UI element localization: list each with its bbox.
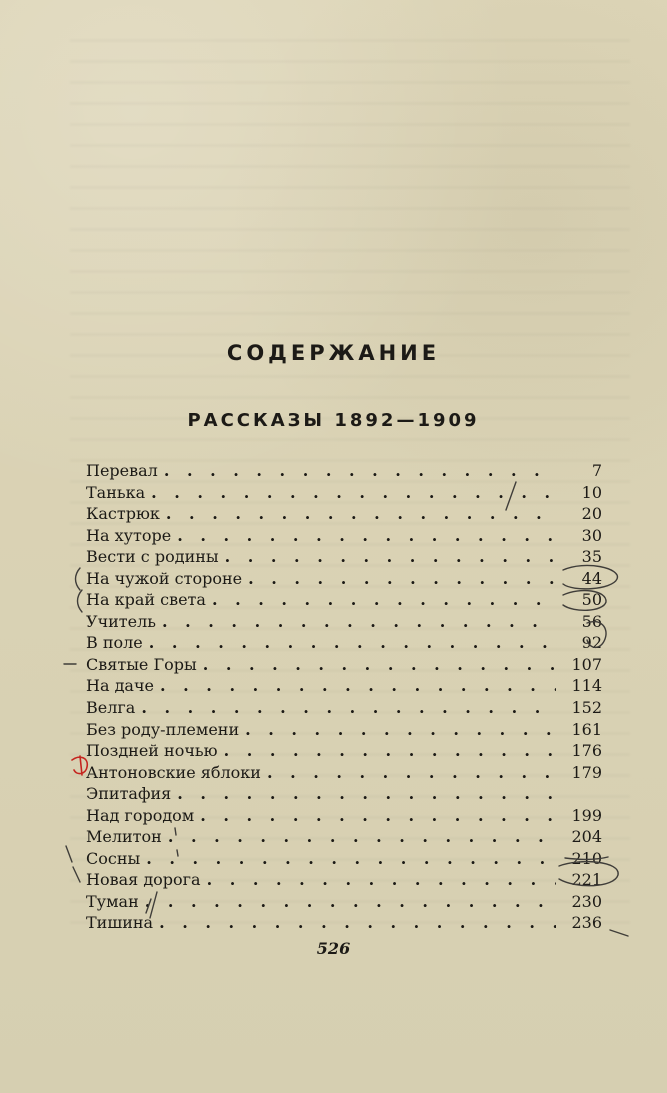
toc-page-number: 56 [581, 611, 602, 631]
toc-page-number: 107 [571, 654, 602, 674]
toc-entry-12 [86, 719, 602, 741]
toc-page-number: 179 [571, 762, 602, 782]
red-marks [72, 756, 87, 775]
toc-page-number: 210 [571, 848, 602, 868]
toc-page-number: 161 [571, 719, 602, 739]
toc-title: Перевал [86, 461, 158, 480]
toc-dot-leader [177, 525, 556, 547]
toc-dot-leader [245, 719, 556, 741]
toc-entry-7 [86, 611, 602, 633]
toc-entry-5 [86, 568, 602, 590]
toc-title: Сосны [86, 848, 141, 868]
toc-title: Над городом [86, 805, 195, 825]
toc-title: Учитель [86, 611, 156, 631]
toc-page-number: 50 [581, 590, 602, 610]
toc-entry-11 [86, 697, 602, 719]
section-heading: РАССКАЗЫ 1892—1909 [187, 410, 480, 431]
toc-dot-leader [177, 783, 556, 805]
contents-heading: СОДЕРЖАНИЕ [226, 341, 441, 365]
toc-dot-leader [149, 632, 556, 654]
toc-title: Танька [86, 482, 146, 502]
toc-page-number: 92 [581, 633, 602, 653]
pencil-corner-mark [610, 930, 628, 936]
toc-entry-17 [86, 826, 602, 848]
toc-dot-leader [203, 654, 556, 676]
toc-title: Кастрюк [86, 504, 160, 524]
toc-page-number: 44 [581, 568, 602, 588]
toc-page-number: 10 [581, 482, 602, 502]
toc-dot-leader [162, 611, 556, 633]
toc-entry-15 [86, 783, 602, 805]
pencil-bracket-na-chuzhoy [76, 568, 81, 590]
red-mark-antonovskie [72, 756, 87, 775]
toc-page-number: 199 [571, 805, 602, 825]
toc-page-number: 114 [571, 676, 602, 696]
toc-dot-leader [200, 805, 556, 827]
toc-title: На чужой стороне [86, 568, 243, 588]
toc-dot-leader [151, 482, 556, 504]
toc-dot-leader [160, 675, 556, 697]
toc-entry-4 [86, 546, 602, 568]
toc-title: На хуторе [86, 525, 172, 545]
toc-dot-leader [267, 762, 556, 784]
toc-page-number: 236 [571, 913, 602, 933]
toc-title: Туман [86, 891, 139, 911]
toc-page-number: 221 [571, 870, 602, 890]
toc-page-number: 230 [571, 891, 602, 911]
toc-title: Без роду-племени [86, 719, 240, 739]
toc-dot-leader [224, 740, 556, 762]
toc-entry-0 [86, 460, 602, 482]
pencil-bracket-na-kray [78, 590, 83, 612]
toc-entry-20 [86, 891, 602, 913]
pencil-check-novaya [73, 867, 80, 882]
toc-entry-14 [86, 762, 602, 784]
toc-page-number: 204 [571, 827, 602, 847]
toc-dot-leader [146, 848, 556, 870]
toc-entry-6 [86, 589, 602, 611]
toc-entry-1 [86, 482, 602, 504]
toc-entry-13 [86, 740, 602, 762]
toc-dot-leader [207, 869, 556, 891]
table-of-contents [86, 460, 602, 934]
toc-entry-18 [86, 848, 602, 870]
toc-dot-leader [168, 826, 556, 848]
toc-title: На край света [86, 590, 206, 610]
toc-title: Святые Горы [86, 654, 197, 674]
toc-title: Эпитафия [86, 784, 172, 804]
toc-entry-9 [86, 654, 602, 676]
toc-page-number: 152 [571, 698, 602, 718]
toc-page-number: 35 [581, 547, 602, 567]
toc-title: Вести с родины [86, 547, 219, 567]
toc-dot-leader [164, 460, 556, 482]
toc-entry-16 [86, 805, 602, 827]
toc-dot-leader [248, 568, 556, 590]
toc-title: Поздней ночью [86, 741, 218, 761]
pencil-check-sosny [66, 846, 72, 862]
toc-dot-leader [166, 503, 556, 525]
toc-title: В поле [86, 633, 143, 653]
toc-dot-leader [225, 546, 556, 568]
toc-page-number: 7 [591, 461, 602, 480]
toc-page-number: 30 [581, 525, 602, 545]
toc-title: На даче [86, 676, 155, 696]
toc-entry-2 [86, 503, 602, 525]
toc-entry-10 [86, 675, 602, 697]
toc-dot-leader [145, 891, 556, 913]
toc-page-number: 176 [571, 741, 602, 761]
page-number: 526 [316, 939, 351, 958]
toc-title: Тишина [86, 913, 154, 933]
toc-title: Антоновские яблоки [86, 762, 261, 782]
toc-page-number: 20 [581, 504, 602, 524]
toc-entry-3 [86, 525, 602, 547]
toc-dot-leader [212, 589, 556, 611]
toc-entry-8 [86, 632, 602, 654]
toc-dot-leader [159, 912, 556, 934]
toc-dot-leader [141, 697, 556, 719]
toc-title: Новая дорога [86, 870, 201, 890]
toc-entry-19 [86, 869, 602, 891]
toc-title: Мелитон [86, 827, 162, 847]
toc-title: Велга [86, 698, 136, 718]
toc-entry-21 [86, 912, 602, 934]
